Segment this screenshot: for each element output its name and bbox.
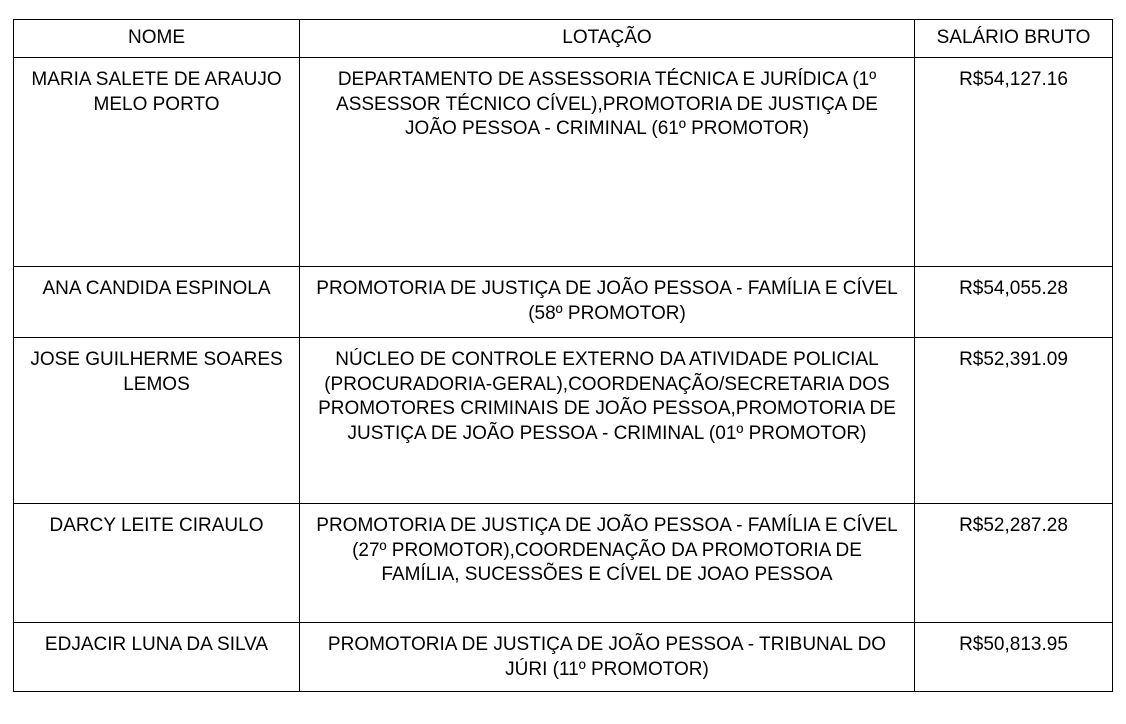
cell-nome: MARIA SALETE DE ARAUJO MELO PORTO [14,58,300,267]
cell-salario: R$54,055.28 [915,267,1113,338]
table-row [14,58,1113,267]
header-row [14,20,1113,58]
table-row [14,623,1113,692]
table-row [14,504,1113,623]
cell-nome: EDJACIR LUNA DA SILVA [14,623,300,692]
cell-nome: ANA CANDIDA ESPINOLA [14,267,300,338]
cell-nome: JOSE GUILHERME SOARES LEMOS [14,338,300,504]
salary-table [13,19,1113,692]
header-nome: NOME [14,20,300,58]
cell-lotacao: NÚCLEO DE CONTROLE EXTERNO DA ATIVIDADE POLICIAL (PROCURADORIA-GERAL),COORDENAÇÃO/SECRETARIA DOS PROMOTORES CRIMINAIS DE JOÃO PESSOA,PROMOTORIA DE JUSTIÇA DE JOÃO PESSOA - CRIMINAL (01º PROMOTOR) [300,338,915,504]
cell-lotacao: DEPARTAMENTO DE ASSESSORIA TÉCNICA E JURÍDICA (1º ASSESSOR TÉCNICO CÍVEL),PROMOTORIA DE JUSTIÇA DE JOÃO PESSOA - CRIMINAL (61º PROMOTOR) [300,58,915,267]
cell-salario: R$52,391.09 [915,338,1113,504]
cell-salario: R$52,287.28 [915,504,1113,623]
cell-nome: DARCY LEITE CIRAULO [14,504,300,623]
header-lotacao: LOTAÇÃO [300,20,915,58]
table-row [14,338,1113,504]
cell-salario: R$50,813.95 [915,623,1113,692]
table-row [14,267,1113,338]
cell-salario: R$54,127.16 [915,58,1113,267]
cell-lotacao: PROMOTORIA DE JUSTIÇA DE JOÃO PESSOA - FAMÍLIA E CÍVEL (58º PROMOTOR) [300,267,915,338]
header-salario: SALÁRIO BRUTO [915,20,1113,58]
table-header [14,20,1113,58]
table-body [14,58,1113,692]
cell-lotacao: PROMOTORIA DE JUSTIÇA DE JOÃO PESSOA - TRIBUNAL DO JÚRI (11º PROMOTOR) [300,623,915,692]
cell-lotacao: PROMOTORIA DE JUSTIÇA DE JOÃO PESSOA - FAMÍLIA E CÍVEL (27º PROMOTOR),COORDENAÇÃO DA PROMOTORIA DE FAMÍLIA, SUCESSÕES E CÍVEL DE JOAO PESSOA [300,504,915,623]
